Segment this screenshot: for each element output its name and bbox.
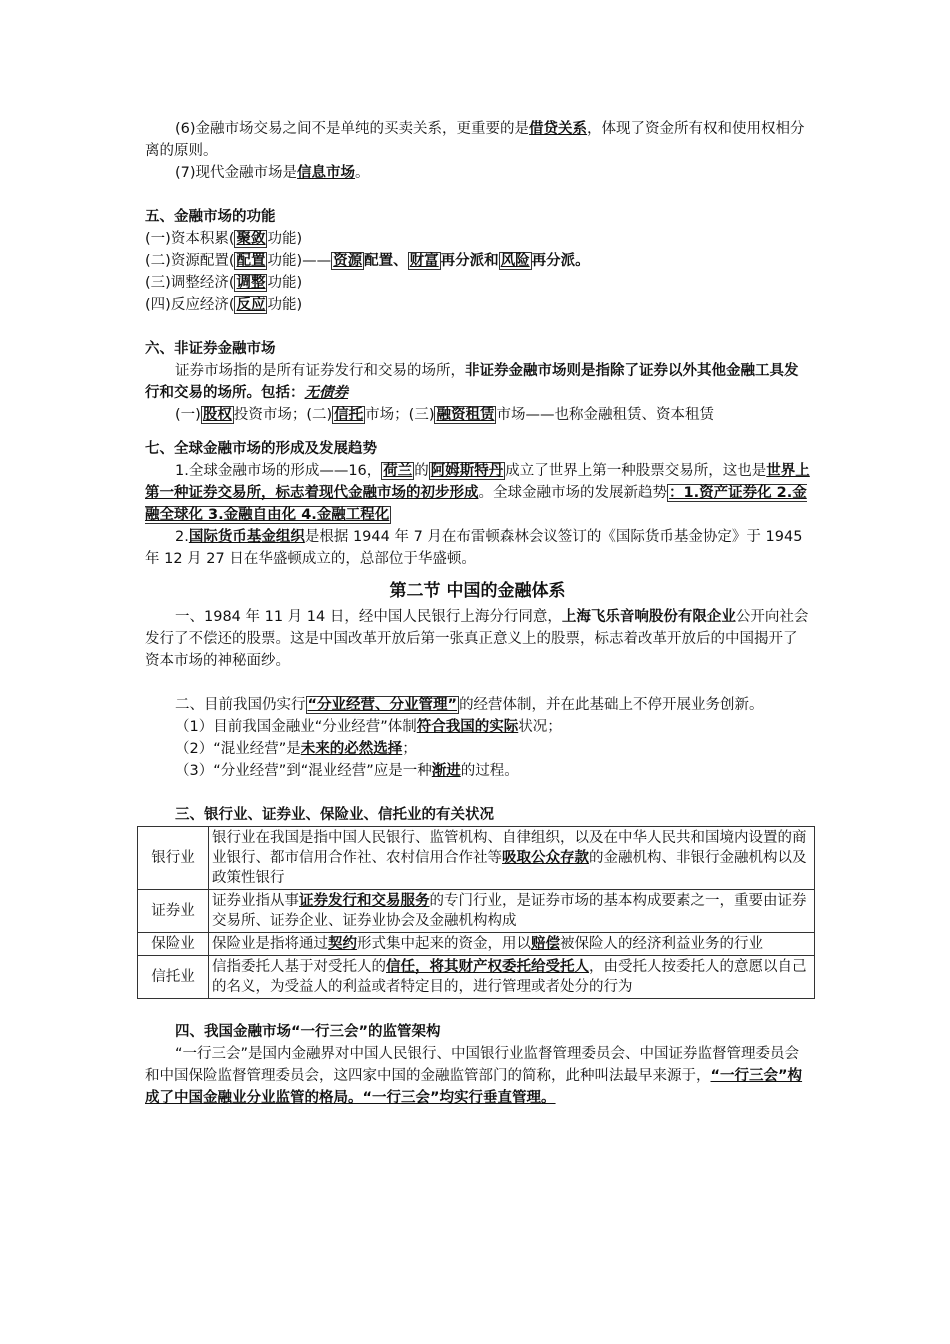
key-term: 渐进 — [431, 763, 461, 779]
key-term: 资源 — [333, 253, 363, 269]
text: (7)现代金融市场是 — [175, 165, 298, 181]
heading-7: 七、全球金融市场的形成及发展趋势 — [145, 441, 377, 457]
text: 功能) — [267, 275, 303, 291]
key-term: 反应 — [236, 297, 266, 313]
heading-6: 六、非证券金融市场 — [145, 341, 276, 357]
key-term: 融资租赁 — [436, 407, 495, 423]
key-term: “一行三会”构成了中国金融业分业监管的格局。“一行三会”均实行垂直管理。 — [145, 1068, 803, 1106]
key-term: 风险 — [500, 253, 530, 269]
text: 的经营体制，并在此基础上不停开展业务创新。 — [459, 697, 764, 713]
key-term: 荷兰 — [383, 463, 413, 479]
text: 保险业是指将通过 — [212, 936, 328, 952]
row-desc — [209, 956, 815, 999]
key-term: 财富 — [409, 253, 439, 269]
key-term: ：1.资产证券化 2.金融全球化 3.金融自由化 4.金融工程化 — [145, 485, 807, 523]
text: 。全球金融市场的发展新趋势 — [478, 485, 667, 501]
function-1 — [145, 228, 810, 250]
para-6 — [145, 118, 810, 162]
china-para-1 — [145, 606, 810, 672]
global-market-2 — [145, 526, 810, 570]
global-market-1 — [145, 460, 810, 526]
text: 二、目前我国仍实行 — [175, 697, 306, 713]
document-page — [145, 118, 810, 1109]
text: 配置、 — [364, 253, 408, 269]
key-term: 聚敛 — [236, 231, 266, 247]
heading-3: 三、银行业、证券业、保险业、信托业的有关状况 — [175, 807, 494, 823]
table-row — [138, 933, 815, 956]
key-term: 股权 — [202, 407, 232, 423]
table-row — [138, 890, 815, 933]
heading-5: 五、金融市场的功能 — [145, 209, 276, 225]
text: 2. — [175, 529, 189, 545]
text: 证券市场指的是所有证券发行和交易的场所， — [175, 363, 465, 379]
text: 功能)—— — [267, 253, 332, 269]
text: 的专门行业，是证券市场的基本构成要素之一，重要由证券交易所、证券企业、证券业协会及金融机构构成 — [212, 893, 807, 929]
text: 1.全球金融市场的形成——16， — [175, 463, 382, 479]
table-row — [138, 956, 815, 999]
key-term: 阿姆斯特丹 — [430, 463, 504, 479]
text: (四)反应经济( — [145, 297, 235, 313]
text: 再分派和 — [440, 253, 499, 269]
text: (6)金融市场交易之间不是单纯的买卖关系，更重要的是 — [175, 121, 530, 137]
row-desc — [209, 827, 815, 890]
key-term: 信息市场 — [297, 165, 356, 181]
para-7 — [145, 162, 810, 184]
text: 成立了世界上第一种股票交易所，这也是 — [505, 463, 767, 479]
section-title: 第二节 中国的金融体系 — [389, 581, 566, 601]
text: 公开向社会发行了不偿还的股票。这是中国改革开放后第一张真正意义上的股票，标志着改革开放后的中国揭开了资本市场的神秘面纱。 — [145, 609, 809, 669]
bold-text: 非证券金融市场则是指除了证券以外其他金融工具发行和交易的场所。包括： — [145, 363, 799, 401]
text: 。 — [355, 165, 370, 181]
text: 被保险人的经济利益业务的行业 — [560, 936, 763, 952]
text: ； — [402, 741, 417, 757]
text: 的过程。 — [460, 763, 519, 779]
row-desc — [209, 933, 815, 956]
china-para-2 — [145, 694, 810, 716]
row-desc — [209, 890, 815, 933]
key-term: 吸取公众存款 — [502, 850, 589, 866]
text: 状况； — [518, 719, 562, 735]
function-3 — [145, 272, 810, 294]
text: 的 — [414, 463, 429, 479]
key-term: 调整 — [236, 275, 266, 291]
text: “一行三会”是国内金融界对中国人民银行、中国银行业监督管理委员会、中国证券监督管理委员会和中国保险监督管理委员会，这四家中国的金融监管部门的简称，此种叫法最早来源于， — [145, 1046, 800, 1084]
non-securities-para — [145, 360, 810, 404]
text: 市场——也称金融租赁、资本租赁 — [496, 407, 714, 423]
text: 一、1984 年 11 月 14 日，经中国人民银行上海分行同意， — [175, 609, 562, 625]
row-label: 信托业 — [138, 956, 209, 999]
text: 市场；(三) — [365, 407, 435, 423]
text: （2）“混业经营”是 — [175, 741, 301, 757]
table-row — [138, 827, 815, 890]
key-term: 信托 — [334, 407, 364, 423]
regulation-para — [145, 1043, 810, 1109]
text: 功能) — [267, 231, 303, 247]
key-term: “分业经营、分业管理” — [307, 697, 458, 713]
text: (三)调整经济( — [145, 275, 235, 291]
text: 投资市场；(二) — [233, 407, 333, 423]
row-label: 保险业 — [138, 933, 209, 956]
bold-text: 上海飞乐音响股份有限企业 — [561, 609, 736, 625]
text: 是根据 1944 年 7 月在布雷顿森林会议签订的《国际货币基金协定》于 1945 年 12 月 27 日在华盛顿成立的，总部位于华盛顿。 — [145, 529, 803, 567]
china-item-1 — [145, 716, 810, 738]
text: 银行业在我国是指中国人民银行、监管机构、自律组织，以及在中华人民共和国境内设置的商业银行、都市信用合作社、农村信用合作社等 — [212, 830, 807, 866]
text: （1）目前我国金融业“分业经营”体制 — [175, 719, 417, 735]
key-term: 世界上第一种证券交易所，标志着现代金融市场的初步形成 — [145, 463, 810, 501]
heading-4: 四、我国金融市场“一行三会”的监管架构 — [175, 1024, 441, 1040]
key-term: 配置 — [236, 253, 266, 269]
key-term: 证券发行和交易服务 — [299, 893, 430, 909]
non-securities-list — [145, 404, 810, 426]
key-term: 借贷关系 — [529, 121, 588, 137]
text: ，体现了资金所有权和使用权相分离的原则。 — [145, 121, 805, 159]
text: 证券业指从事 — [212, 893, 299, 909]
text: ，由受托人按委托人的意愿以自己的名义，为受益人的利益或者特定目的，进行管理或者处分的行为 — [212, 959, 807, 995]
italic-term: 无债券 — [304, 385, 348, 401]
key-term: 信任，将其财产权委托给受托人 — [386, 959, 589, 975]
function-4 — [145, 294, 810, 316]
text: 形式集中起来的资金，用以 — [357, 936, 531, 952]
key-term: 国际货币基金组织 — [188, 529, 305, 545]
key-term: 未来的必然选择 — [300, 741, 403, 757]
key-term: 符合我国的实际 — [416, 719, 519, 735]
text: 的金融机构、非银行金融机构以及政策性银行 — [212, 850, 807, 886]
text: (一)资本积累( — [145, 231, 235, 247]
text: (一) — [175, 407, 201, 423]
industry-table — [137, 826, 815, 999]
text: （3）“分业经营”到“混业经营”应是一种 — [175, 763, 432, 779]
china-item-3 — [145, 760, 810, 782]
china-item-2 — [145, 738, 810, 760]
key-term: 赔偿 — [531, 936, 560, 952]
row-label: 银行业 — [138, 827, 209, 890]
key-term: 契约 — [328, 936, 357, 952]
row-label: 证券业 — [138, 890, 209, 933]
text: 信指委托人基于对受托人的 — [212, 959, 386, 975]
text: (二)资源配置( — [145, 253, 235, 269]
text: 再分派。 — [531, 253, 590, 269]
text: 功能) — [267, 297, 303, 313]
function-2 — [145, 250, 810, 272]
